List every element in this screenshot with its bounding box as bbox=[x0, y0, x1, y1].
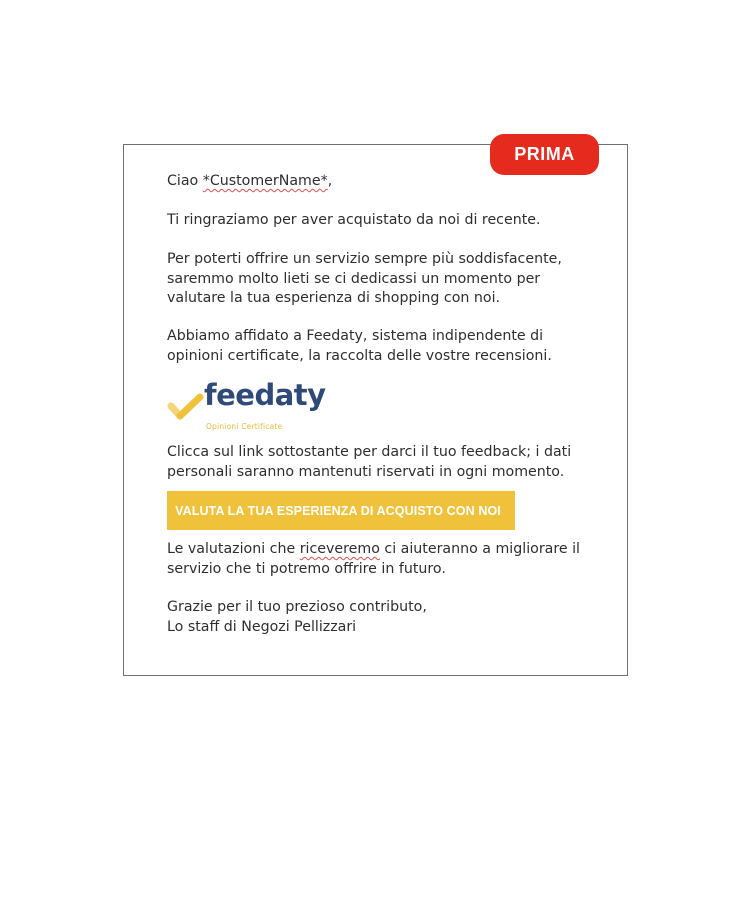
offer-line: saremmo molto lieti se ci dedicassi un momento per bbox=[167, 270, 541, 287]
click-paragraph bbox=[167, 443, 571, 482]
offer-line: valutare la tua esperienza di shopping con noi. bbox=[167, 290, 501, 306]
greeting-prefix: Ciao bbox=[167, 173, 203, 189]
feedaty-line: opinioni certificate, la raccolta delle vostre recensioni. bbox=[167, 347, 552, 364]
ratings-line: servizio che ti potremo offrire in futuro. bbox=[167, 560, 446, 577]
feedaty-wordmark: feedaty bbox=[204, 378, 326, 412]
greeting-suffix: , bbox=[327, 173, 333, 189]
offer-line: Per poterti offrire un servizio sempre più soddisfacente, bbox=[167, 251, 562, 267]
thanks-paragraph: Ti ringraziamo per aver acquistato da noi di recente. bbox=[167, 212, 541, 228]
click-line: personali saranno mantenuti riservati in ogni momento. bbox=[167, 463, 565, 480]
greeting bbox=[167, 172, 332, 192]
ratings-text: ci aiuteranno a migliorare il bbox=[379, 541, 580, 557]
feedaty-paragraph bbox=[167, 327, 552, 366]
flagged-word: riceveremo bbox=[299, 541, 380, 557]
prima-badge: PRIMA bbox=[490, 134, 599, 175]
feedaty-logo bbox=[167, 378, 326, 431]
ratings-line bbox=[167, 540, 580, 560]
signoff-line: Lo staff di Negozi Pellizzari bbox=[167, 618, 357, 635]
offer-paragraph bbox=[167, 250, 562, 309]
signoff-line: Grazie per il tuo prezioso contributo, bbox=[167, 599, 427, 615]
click-line: Clicca sul link sottostante per darci il tuo feedback; i dati bbox=[167, 444, 572, 460]
signoff-paragraph bbox=[167, 598, 427, 637]
checkmark-icon bbox=[167, 392, 205, 422]
ratings-paragraph bbox=[167, 540, 580, 579]
feedaty-tagline: Opinioni Certificate bbox=[206, 422, 283, 431]
customer-name-placeholder: *CustomerName* bbox=[202, 173, 328, 189]
rate-experience-button[interactable]: VALUTA LA TUA ESPERIENZA DI ACQUISTO CON NOI bbox=[167, 491, 515, 530]
ratings-text: Le valutazioni che bbox=[167, 541, 300, 557]
feedaty-line: Abbiamo affidato a Feedaty, sistema indipendente di bbox=[167, 328, 544, 344]
